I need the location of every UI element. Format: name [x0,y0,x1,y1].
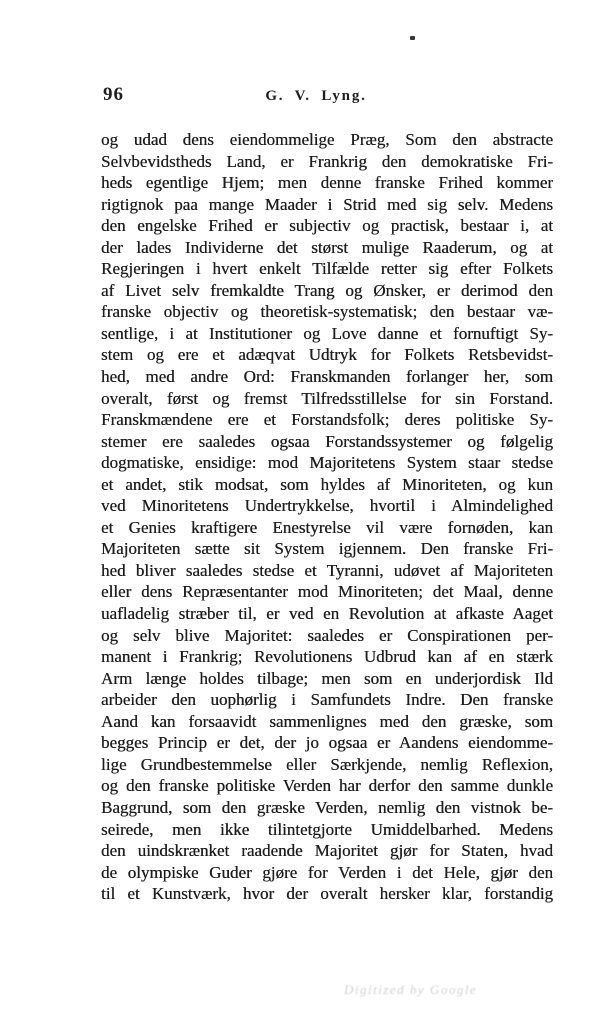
text-line: og den franske politiske Verden har derfor den samme dunkle [101,776,553,796]
text-line: stem og ere et adæqvat Udtryk for Folkets Retsbevidst- [101,345,553,365]
text-line: lige Grundbestemmelse eller Særkjende, nemlig Reflexion, [101,754,553,774]
text-line: sentlige, i at Institutioner og Love danne et fornuftigt Sy- [101,323,553,343]
text-line: Selvbevidstheds Land, er Frankrig den demokratiske Fri- [101,151,553,171]
text-line: hed, med andre Ord: Franskmanden forlanger her, som [101,367,553,387]
text-line: begges Princip er det, der jo ogsaa er Aandens eiendomme- [101,733,553,753]
text-line: af Livet selv fremkaldte Trang og Ønsker, er derimod den [101,280,553,300]
text-line: manent i Frankrig; Revolutionens Udbrud kan af en stærk [101,647,553,667]
text-line: til et Kunstværk, hvor der overalt hersker klar, forstandig [101,884,553,904]
text-line: og selv blive Majoritet: saaledes er Conspirationen per- [101,625,553,645]
text-line: der lades Individerne det størst mulige Raaderum, og at [101,237,553,257]
watermark: Digitized by Google [344,982,478,997]
text-line: overalt, først og fremst Tilfredsstillelse for sin Forstand. [101,388,553,408]
text-line: et andet, stik modsat, som hyldes af Minoriteten, og kun [101,474,553,494]
text-line: og udad dens eiendommelige Præg, Som den abstracte [101,130,553,149]
text-line: Baggrund, som den græske Verden, nemlig den vistnok be- [101,797,553,817]
text-line: Regjeringen i hvert enkelt Tilfælde retter sig efter Folkets [101,259,553,279]
text-line: den engelske Frihed er subjectiv og practisk, bestaar i, at [101,216,553,236]
text-line: den uindskrænket raadende Majoritet gjør for Staten, hvad [101,841,553,861]
page-number: 96 [103,84,124,105]
text-block [101,129,553,905]
text-line: franske objectiv og theoretisk-systematisk; den bestaar væ- [101,302,553,322]
text-line: hed bliver saaledes stedse et Tyranni, udøvet af Majoriteten [101,560,553,580]
text-line: arbeider den uophørlig i Samfundets Indre. Den franske [101,690,553,710]
text-line: stemer ere saaledes ogsaa Forstandssystemer og følgelig [101,431,553,451]
text-line: ved Minoritetens Undertrykkelse, hvortil i Almindelighed [101,496,553,516]
text-line: Franskmændene ere et Forstandsfolk; deres politiske Sy- [101,410,553,430]
text-line: dogmatiske, ensidige: mod Majoritetens System staar stedse [101,453,553,473]
running-header: G. V. Lyng. [265,88,367,104]
scan-speck [410,36,415,40]
text-line: de olympiske Guder gjøre for Verden i det Hele, gjør den [101,862,553,882]
text-line: seirede, men ikke tilintetgjorte Umiddelbarhed. Medens [101,819,553,839]
text-line: Arm længe holdes tilbage; men som en underjordisk Ild [101,668,553,688]
text-line: uafladelig stræber til, er ved en Revolution at afkaste Aaget [101,604,553,624]
text-line: rigtignok paa mange Maader i Strid med sig selv. Medens [101,194,553,214]
text-line: heds egentlige Hjem; men denne franske Frihed kommer [101,173,553,193]
text-line: eller dens Repræsentanter mod Minoriteten; det Maal, denne [101,582,553,602]
text-line: Aand kan forsaavidt sammenlignes med den græske, som [101,711,553,731]
text-line: et Genies kraftigere Enestyrelse vil være fornøden, kan [101,517,553,537]
text-line: Majoriteten sætte sit System igjennem. Den franske Fri- [101,539,553,559]
